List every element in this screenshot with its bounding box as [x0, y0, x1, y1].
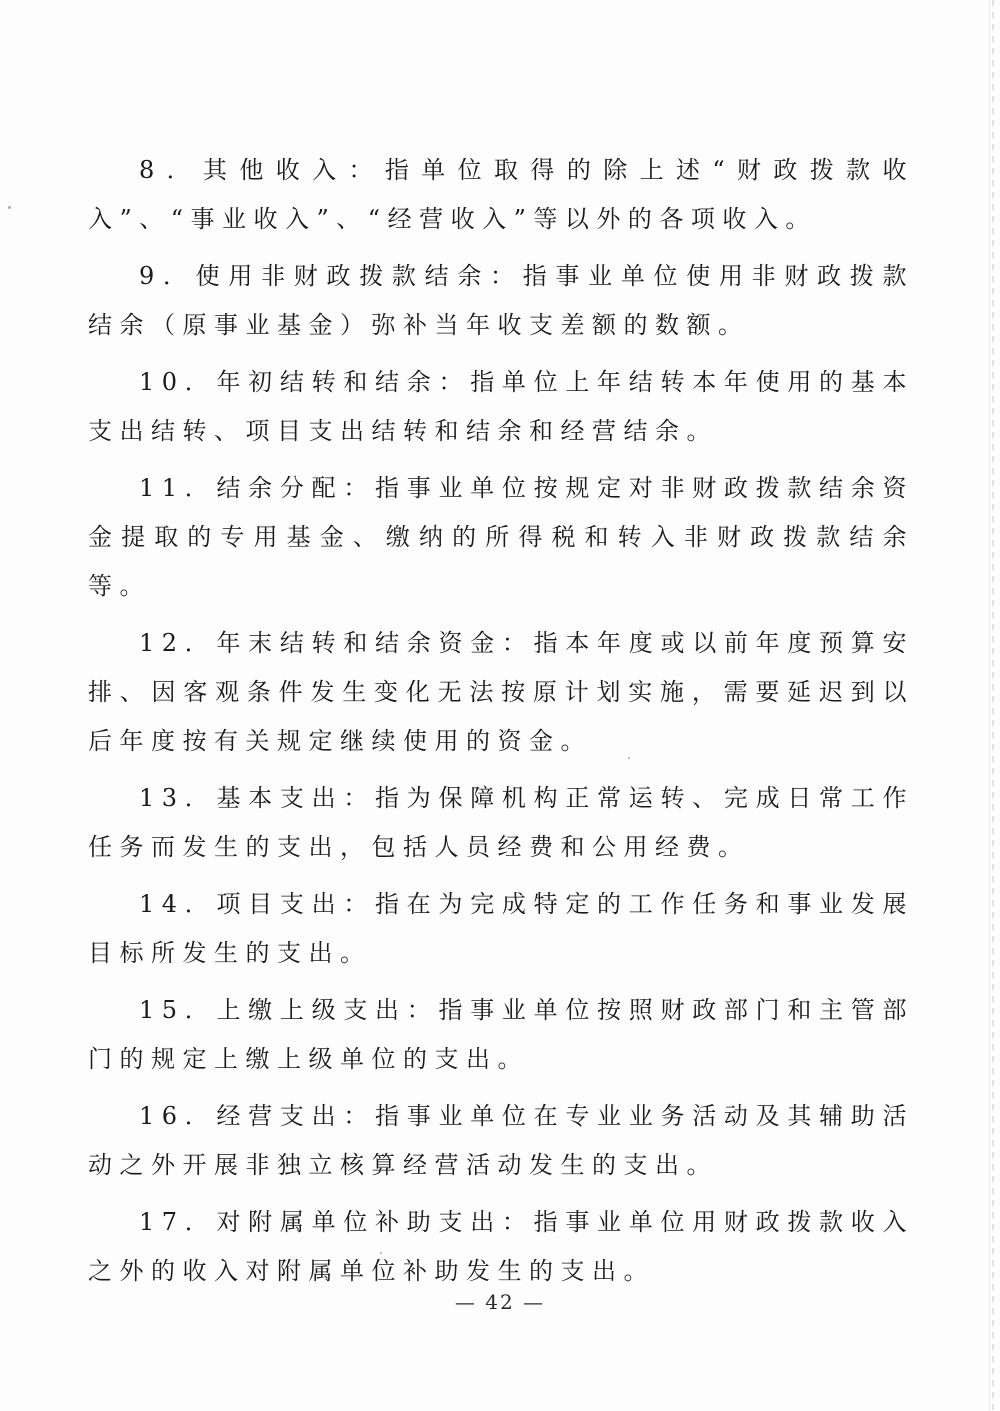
scan-edge-line [989, 0, 990, 1411]
paragraph-remit-to-superior: 15．上缴上级支出：指事业单位按照财政部门和主管部门的规定上缴上级单位的支出。 [88, 996, 914, 1073]
paragraph-closing-carryover: 12．年末结转和结余资金：指本年度或以前年度预算安排、因客观条件发生变化无法按原计划实施，需要延迟到以后年度按有关规定继续使用的资金。 [88, 629, 914, 755]
paragraph-non-fiscal-balance-use: 9．使用非财政拨款结余：指事业单位使用非财政拨款结余（原事业基金）弥补当年收支差额的数额。 [88, 262, 914, 339]
paragraph-surplus-distribution: 11．结余分配：指事业单位按规定对非财政拨款结余资金提取的专用基金、缴纳的所得税和转入非财政拨款结余等。 [88, 474, 914, 600]
paragraph-opening-carryover: 10．年初结转和结余：指单位上年结转本年使用的基本支出结转、项目支出结转和结余和经营结余。 [88, 368, 914, 445]
paragraph-operating-expenditure: 16．经营支出：指事业单位在专业业务活动及其辅助活动之外开展非独立核算经营活动发生的支出。 [88, 1102, 914, 1179]
paragraph-subsidiary-subsidy: 17．对附属单位补助支出：指事业单位用财政拨款收入之外的收入对附属单位补助发生的支出。 [88, 1208, 914, 1285]
document-body [88, 146, 914, 1304]
page-number: — 42 — [454, 1290, 546, 1314]
paragraph-project-expenditure: 14．项目支出：指在为完成特定的工作任务和事业发展目标所发生的支出。 [88, 890, 914, 967]
paragraph-basic-expenditure: 13．基本支出：指为保障机构正常运转、完成日常工作任务而发生的支出，包括人员经费和公用经费。 [88, 784, 914, 861]
scan-edge-mark [992, 0, 994, 1411]
scan-speck [8, 206, 11, 209]
paragraph-other-income: 8．其他收入：指单位取得的除上述“财政拨款收入”、“事业收入”、“经营收入”等以外的各项收入。 [88, 156, 914, 233]
